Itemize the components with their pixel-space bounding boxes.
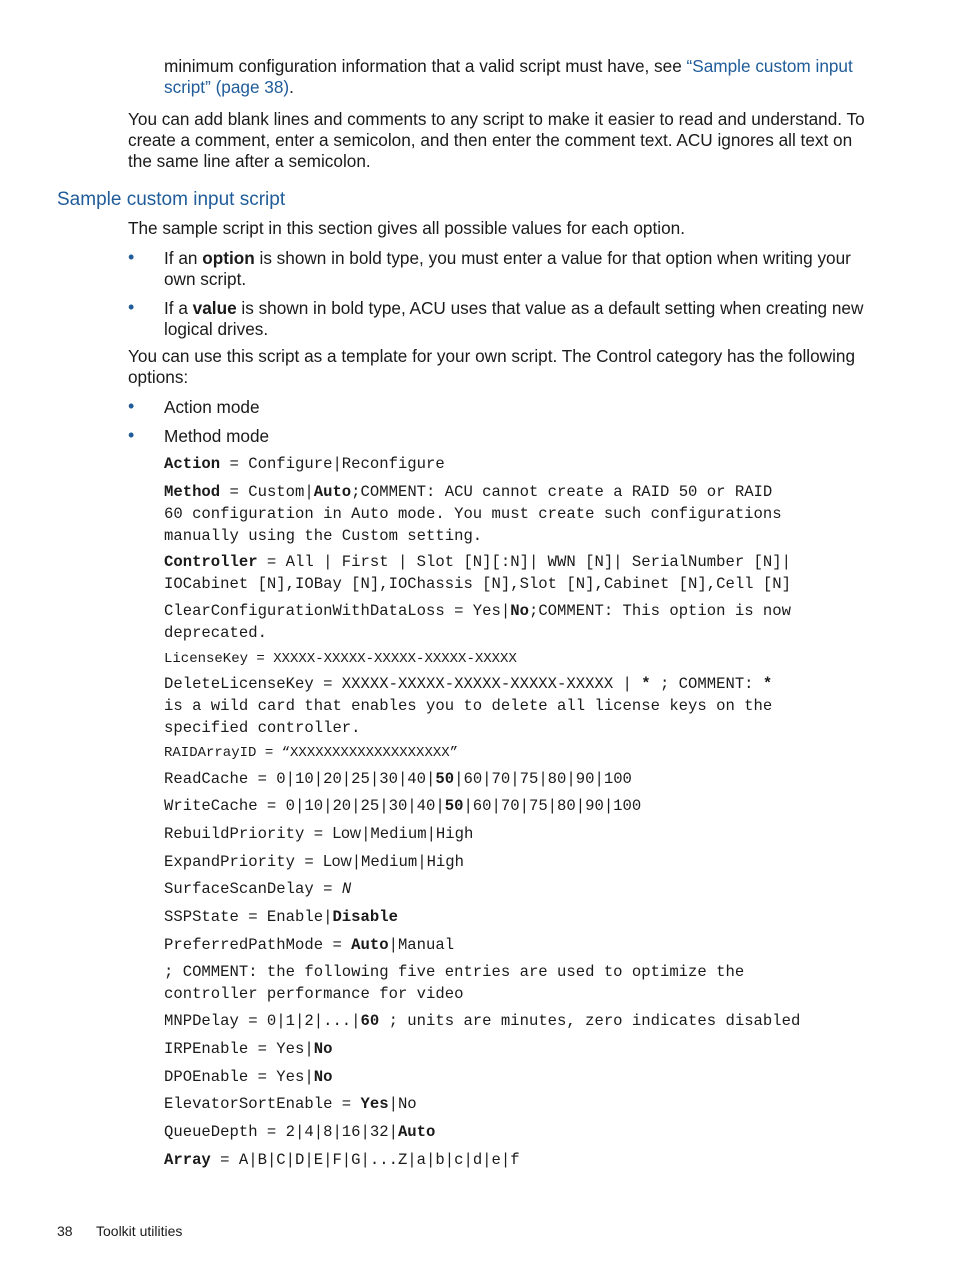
- paragraph-line: You can add blank lines and comments to any script to make it easier to read and understand. To: [128, 109, 865, 129]
- sample-script-link[interactable]: “Sample custom input: [686, 56, 853, 76]
- code-dpo-enable: DPOEnable = Yes|No: [164, 1068, 333, 1086]
- code-rebuild-priority: RebuildPriority = Low|Medium|High: [164, 825, 474, 843]
- intro-continuation: [164, 56, 864, 98]
- intro-period: .: [289, 77, 294, 97]
- option-method-mode: Method mode: [164, 426, 270, 446]
- code-delete-license: DeleteLicenseKey = XXXXX-XXXXX-XXXXX-XXXXX-XXXXX | * ; COMMENT: * is a wild card that enables you to delete all license keys on the specified controller.: [164, 675, 773, 737]
- code-array: Array = A|B|C|D|E|F|G|...Z|a|b|c|d|e|f: [164, 1151, 520, 1169]
- code-preferred-path: PreferredPathMode = Auto|Manual: [164, 936, 455, 954]
- bold-value: value: [192, 298, 237, 318]
- code-irp-enable: IRPEnable = Yes|No: [164, 1040, 333, 1058]
- code-license-key: LicenseKey = XXXXX-XXXXX-XXXXX-XXXXX-XXXXX: [164, 651, 517, 667]
- code-raid-array-id: RAIDArrayID = “XXXXXXXXXXXXXXXXXXX”: [164, 745, 459, 761]
- code-action: Action = Configure|Reconfigure: [164, 455, 445, 473]
- code-elevator-sort: ElevatorSortEnable = Yes|No: [164, 1095, 417, 1113]
- paragraph-line: create a comment, enter a semicolon, and then enter the comment text. ACU ignores all text on: [128, 130, 853, 150]
- section-intro: The sample script in this section gives all possible values for each option.: [128, 218, 685, 238]
- code-read-cache: ReadCache = 0|10|20|25|30|40|50|60|70|75|80|90|100: [164, 770, 632, 788]
- section-heading: Sample custom input script: [57, 189, 286, 210]
- code-comment-video: ; COMMENT: the following five entries are used to optimize the controller performance for video: [164, 963, 745, 1003]
- comments-paragraph: [128, 109, 888, 172]
- sample-script-link-cont[interactable]: script” (page 38): [164, 77, 290, 97]
- code-surface-scan: SurfaceScanDelay = N: [164, 880, 352, 898]
- page-number: 38: [57, 1223, 73, 1239]
- option-action-mode: Action mode: [164, 397, 260, 417]
- intro-text: minimum configuration information that a valid script must have, see: [164, 56, 687, 76]
- code-clear-config: ClearConfigurationWithDataLoss = Yes|No;COMMENT: This option is now deprecated.: [164, 602, 791, 642]
- code-ssp-state: SSPState = Enable|Disable: [164, 908, 398, 926]
- bullet-value: If a value is shown in bold type, ACU uses that value as a default setting when creating new logical drives.: [164, 298, 864, 339]
- footer-label: Toolkit utilities: [96, 1223, 183, 1239]
- bullet-icon: •: [128, 396, 135, 416]
- code-expand-priority: ExpandPriority = Low|Medium|High: [164, 853, 464, 871]
- bullet-icon: •: [128, 247, 135, 267]
- code-controller: Controller = All | First | Slot [N][:N]| WWN [N]| SerialNumber [N]| IOCabinet [N],IOBay [N],IOChassis [N],Slot [N],Cabinet [N],Cell [N]: [164, 553, 791, 593]
- bullet-icon: •: [128, 297, 135, 317]
- code-method: Method = Custom|Auto;COMMENT: ACU cannot create a RAID 50 or RAID 60 configuration in Auto mode. You must create such configurations manually using the Custom setting.: [164, 483, 782, 545]
- bold-option: option: [202, 248, 255, 268]
- bullet-option: If an option is shown in bold type, you must enter a value for that option when writing your own script.: [164, 248, 851, 289]
- code-mnp-delay: MNPDelay = 0|1|2|...|60 ; units are minutes, zero indicates disabled: [164, 1012, 801, 1030]
- code-queue-depth: QueueDepth = 2|4|8|16|32|Auto: [164, 1123, 436, 1141]
- bullet-icon: •: [128, 425, 135, 445]
- paragraph-line: the same line after a semicolon.: [128, 151, 371, 171]
- template-paragraph: You can use this script as a template for your own script. The Control category has the following options:: [128, 346, 856, 387]
- code-write-cache: WriteCache = 0|10|20|25|30|40|50|60|70|75|80|90|100: [164, 797, 642, 815]
